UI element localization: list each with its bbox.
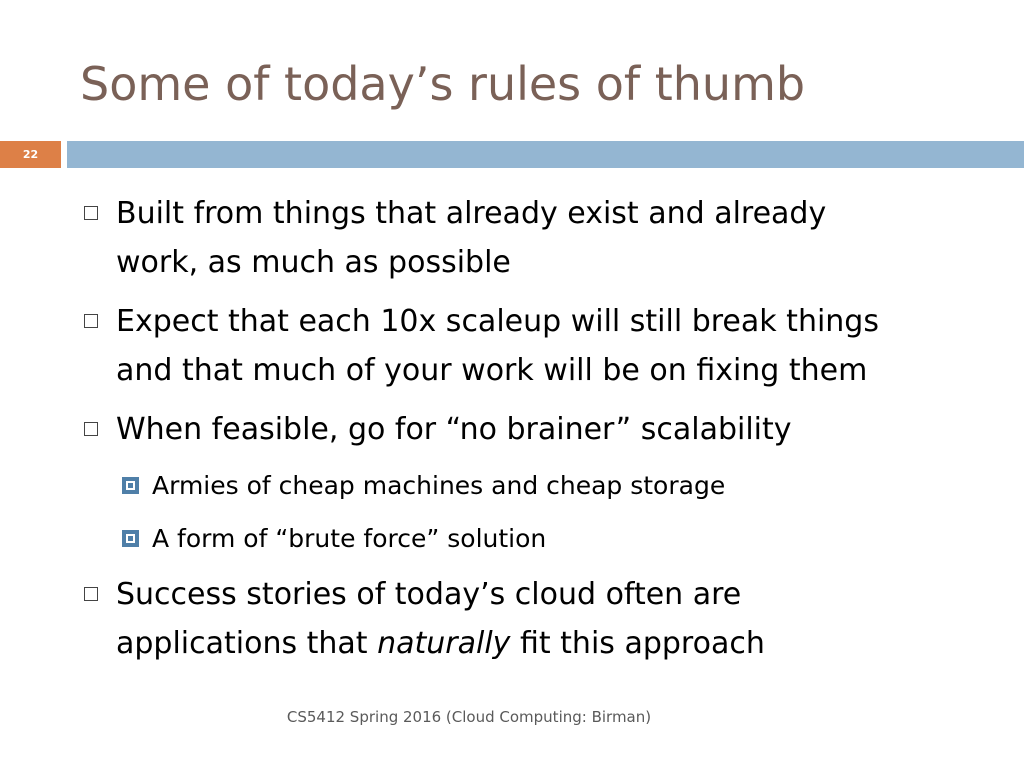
slide-number: 22 bbox=[22, 148, 39, 161]
emphasized-text: naturally bbox=[377, 626, 511, 661]
filled-square-bullet-icon bbox=[122, 530, 139, 547]
sub-bullet-text: Armies of cheap machines and cheap storage bbox=[152, 471, 726, 500]
bullet-item bbox=[80, 189, 980, 287]
bullet-list bbox=[80, 189, 980, 678]
filled-square-bullet-icon bbox=[122, 477, 139, 494]
hollow-square-bullet-icon bbox=[84, 314, 98, 328]
bullet-text-line: and that much of your work will be on fixing them bbox=[116, 353, 868, 388]
hollow-square-bullet-icon bbox=[84, 206, 98, 220]
bullet-text-line: Expect that each 10x scaleup will still break things bbox=[116, 304, 879, 339]
bullet-text-segment: fit this approach bbox=[510, 626, 765, 661]
slide-title: Some of today’s rules of thumb bbox=[80, 57, 806, 111]
slide-footer: CS5412 Spring 2016 (Cloud Computing: Birman) bbox=[286, 708, 652, 726]
bullet-text-segment: applications that bbox=[116, 626, 378, 661]
hollow-square-bullet-icon bbox=[84, 587, 98, 601]
slide-number-badge bbox=[0, 141, 61, 168]
bullet-text-line: Built from things that already exist and already bbox=[116, 196, 827, 231]
sub-bullet-text: A form of “brute force” solution bbox=[152, 524, 547, 553]
hollow-square-bullet-icon bbox=[84, 422, 98, 436]
bullet-item bbox=[80, 297, 980, 395]
sub-bullet-item bbox=[80, 464, 980, 507]
bullet-item bbox=[80, 570, 980, 668]
bullet-text-line: Success stories of today’s cloud often are bbox=[116, 577, 742, 612]
bullet-text-line: When feasible, go for “no brainer” scalability bbox=[116, 412, 792, 447]
sub-bullet-item bbox=[80, 517, 980, 560]
bullet-text-line bbox=[116, 619, 980, 668]
header-divider-bar bbox=[67, 141, 1024, 168]
bullet-item bbox=[80, 405, 980, 454]
bullet-text-line: work, as much as possible bbox=[116, 245, 511, 280]
